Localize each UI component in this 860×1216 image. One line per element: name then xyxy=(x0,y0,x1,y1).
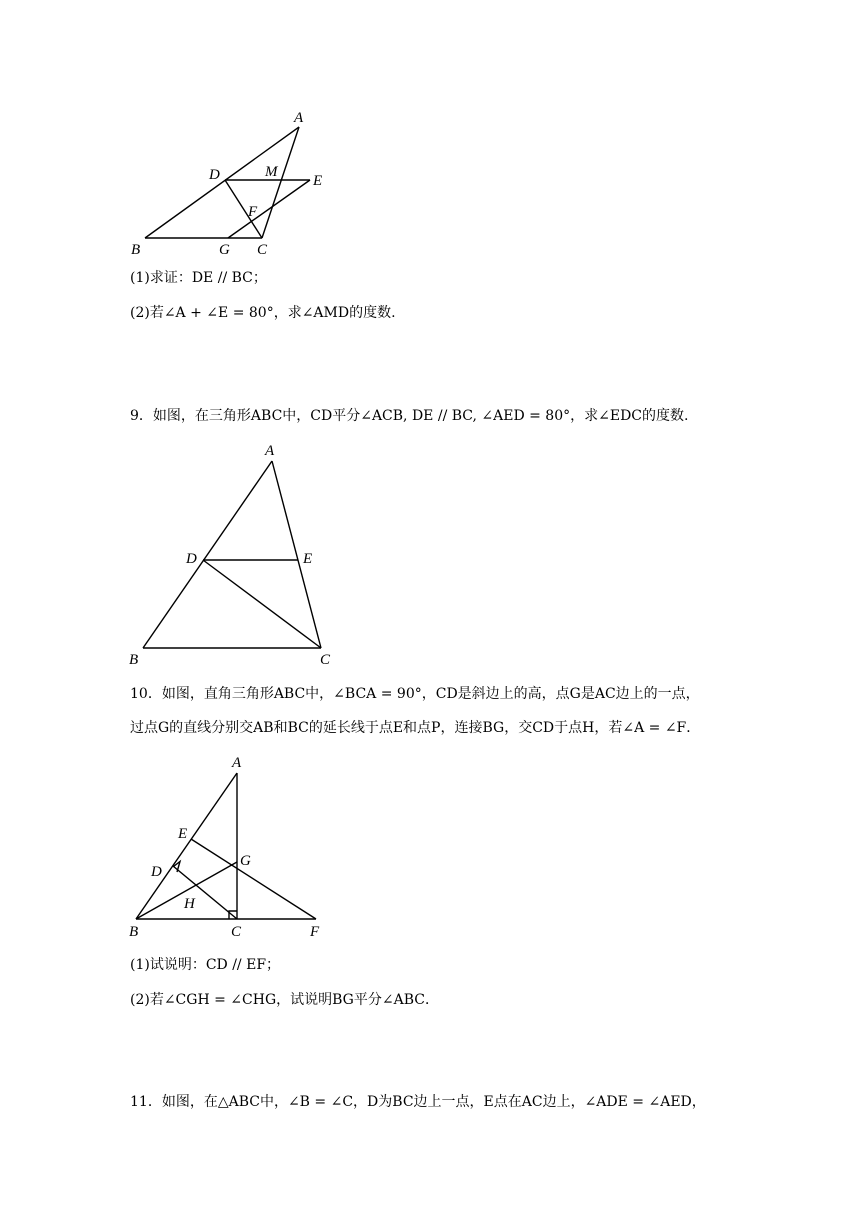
q10-line2: 过点G的直线分别交AB和BC的延长线于点E和点P，连接BG，交CD于点H，若∠A = ∠F． xyxy=(130,720,701,736)
label-B: B xyxy=(129,652,139,668)
q8-part2: (2)若∠A + ∠E = 80°，求∠AMD的度数. xyxy=(130,305,396,321)
label-C: C xyxy=(257,242,268,258)
label-A: A xyxy=(294,110,304,126)
label-B: B xyxy=(129,924,139,940)
label-G: G xyxy=(240,853,251,869)
label-D: D xyxy=(186,551,197,567)
label-E: E xyxy=(303,551,313,567)
label-M: M xyxy=(265,164,278,180)
label-F: F xyxy=(310,924,320,940)
label-C: C xyxy=(231,924,242,940)
label-C: C xyxy=(320,652,331,668)
q9-text: 9．如图，在三角形ABC中，CD平分∠ACB, DE // BC, ∠AED = 80°，求∠EDC的度数. xyxy=(130,408,689,424)
q10-part2: (2)若∠CGH = ∠CHG，试说明BG平分∠ABC． xyxy=(130,992,439,1008)
label-A: A xyxy=(232,755,242,771)
label-E: E xyxy=(313,173,323,189)
label-E: E xyxy=(178,826,188,842)
q10-part1: (1)试说明：CD // EF； xyxy=(130,957,281,973)
q11-text: 11．如图，在△ABC中，∠B = ∠C，D为BC边上一点，E点在AC边上，∠ADE = ∠AED， xyxy=(130,1094,706,1110)
label-A: A xyxy=(265,443,275,459)
q8-part1: (1)求证：DE // BC； xyxy=(130,270,267,286)
label-D: D xyxy=(209,167,220,183)
label-G: G xyxy=(219,242,230,258)
label-D: D xyxy=(151,864,162,880)
label-B: B xyxy=(131,242,141,258)
label-H: H xyxy=(184,896,195,912)
figure-q10-lines xyxy=(136,773,316,919)
q10-line1: 10．如图，直角三角形ABC中，∠BCA = 90°，CD是斜边上的高，点G是AC边上的一点， xyxy=(130,686,700,702)
label-F: F xyxy=(248,204,258,220)
